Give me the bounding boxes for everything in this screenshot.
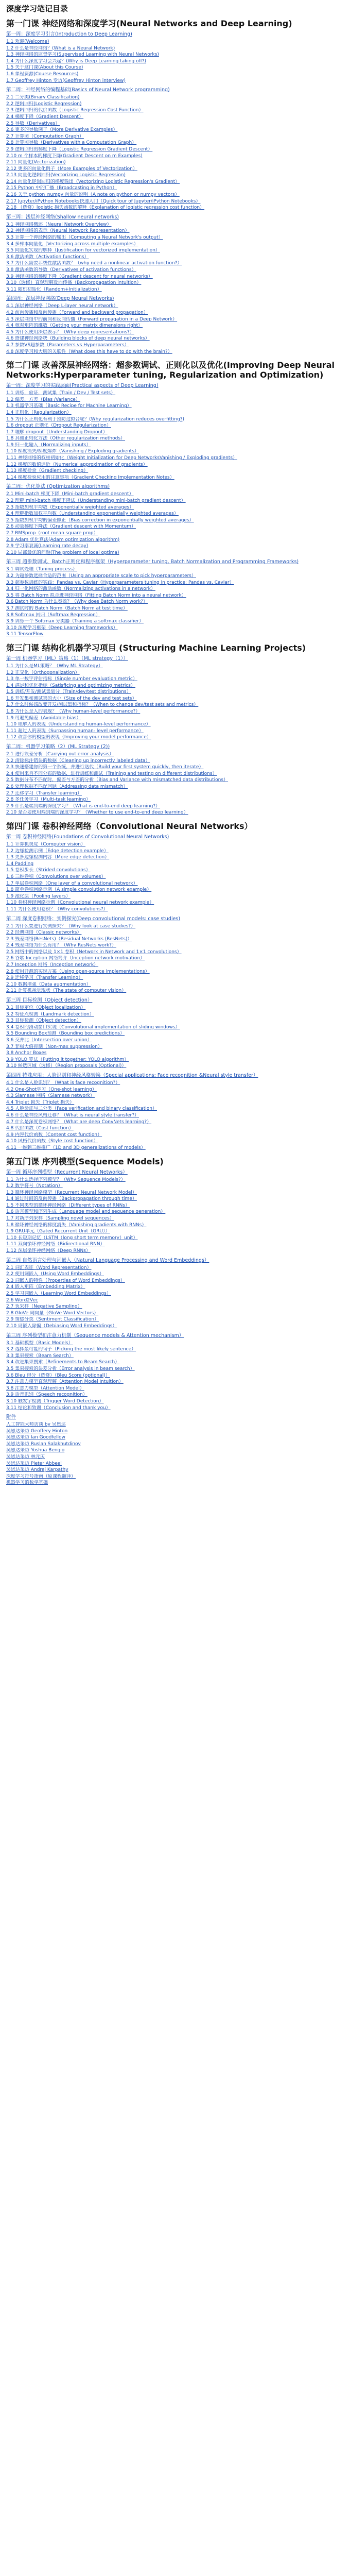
lesson-link[interactable]: 2.9 迁移学习（Transfer Learning）: [6, 975, 83, 981]
lesson-link[interactable]: 2.8 GloVe 词向量（GloVe Word Vectors）: [6, 1310, 99, 1316]
lesson-link[interactable]: 3.8 Softmax 回归（Softmax Regression）: [6, 612, 100, 618]
lesson-list: [6, 492, 344, 556]
week-title-link[interactable]: 第四周：深层神经网络(Deep Neural Networks): [6, 296, 114, 302]
week-section: [6, 296, 344, 355]
lesson-link[interactable]: 3.6 Batch Norm 为什么奏效？（Why does Batch Norm work?）: [6, 599, 148, 605]
lesson-link[interactable]: 4.2 One-Shot学习（One-shot learning）: [6, 1087, 97, 1092]
lesson-link[interactable]: 1.5 不同类型的循环神经网络（Different types of RNNs）: [6, 1202, 130, 1208]
lesson-link[interactable]: 2.1 Mini-batch 梯度下降（Mini-batch gradient descent）: [6, 492, 134, 497]
lesson-link[interactable]: 2.13 向量化逻辑回归(Vectorizing Logistic Regression): [6, 173, 126, 178]
lesson-link[interactable]: 3.4 改进集束搜索（Refinements to Beam Search）: [6, 1360, 120, 1365]
lesson-link[interactable]: 3.4 卷积的滑动窗口实现（Convolutional implementation of sliding windows）: [6, 1024, 180, 1030]
lesson-link[interactable]: 1.2 边缘检测示例（Edge detection example）: [6, 848, 109, 854]
lesson-link[interactable]: 4.7 参数VS超参数（Parameters vs Hyperparameters）: [6, 342, 129, 348]
lesson-link[interactable]: 2.7 计算图（Computation Graph）: [6, 133, 84, 139]
lesson-link[interactable]: 1.9 池化层（Pooling layers）: [6, 893, 71, 899]
week-title-link[interactable]: 第一周 卷积神经网络(Foundations of Convolutional Neural Networks): [6, 834, 169, 840]
lesson-link[interactable]: 2.7 RMSprop（root mean square prop）: [6, 531, 98, 536]
lesson-link[interactable]: 2.16 关于 python_numpy 向量的说明（A note on python or numpy vectors）: [6, 192, 180, 198]
lesson-link[interactable]: 2.1 二分类(Binary Classification): [6, 95, 80, 100]
lesson-link[interactable]: 1.6 开发集和测试集的大小（Size of the dev and test sets）: [6, 696, 137, 701]
lesson-list: [6, 842, 344, 913]
lesson-link[interactable]: 2.2 经典网络（Classic networks）: [6, 930, 82, 936]
lesson-link[interactable]: 1.3 更多边缘检测内容（More edge detection）: [6, 855, 110, 860]
lesson-link[interactable]: 吴恩达采访 林元庆: [6, 1454, 45, 1460]
lesson-link[interactable]: 3.2 选择最可能的句子（Picking the most likely sentence）: [6, 1347, 136, 1352]
lesson-link[interactable]: 2.6 谷歌 Inception 网络简介（Inception network motivation）: [6, 956, 145, 961]
lesson-list: [6, 391, 344, 481]
lesson-link[interactable]: 1.6 dropout 正则化（Dropout Regularization）: [6, 423, 111, 429]
lesson-link[interactable]: 1.2 什么是神经网络？(What is a Neural Network): [6, 45, 115, 51]
lesson-link[interactable]: 3.9 神经网络的梯度下降（Gradient descent for neural networks）: [6, 274, 153, 279]
lesson-link[interactable]: 1.4 正则化（Regularization）: [6, 410, 72, 415]
course-section: [6, 643, 344, 816]
lesson-link[interactable]: 1.1 欢迎(Welcome): [6, 39, 49, 44]
lesson-link[interactable]: 2.4 理解指数加权平均数（Understanding exponentially weighted averages）: [6, 511, 179, 517]
week-section: [6, 1170, 344, 1255]
lesson-link[interactable]: 2.15 Python 中的广播（Broadcasting in Python）: [6, 185, 117, 191]
week-title-link[interactable]: 第四周 特殊应用：人脸识别和神经风格转换（Special applications: Face recognition &Neural style transfer）: [6, 1072, 258, 1078]
lesson-link[interactable]: 3.1 神经网络概述（Neural Network Overview）: [6, 222, 112, 227]
lesson-link[interactable]: 2.9 情感分类（Sentiment Classification）: [6, 1317, 99, 1323]
lesson-link[interactable]: 3.8 Anchor Boxes: [6, 1050, 47, 1056]
lesson-list: [6, 39, 344, 84]
lesson-link[interactable]: 2.3 快速搭建你的第一个系统，并进行迭代（Build your first system quickly, then iterate）: [6, 765, 204, 770]
lesson-link[interactable]: 2.6 处理数据不匹配问题（Addressing data mismatch）: [6, 784, 128, 789]
lesson-link[interactable]: 2.8 使用开源的实现方案（Using open-source implementations）: [6, 969, 150, 974]
lesson-link[interactable]: 2.10 是否要使用端到端的深度学习？（Whether to use end-to-end deep learning）: [6, 810, 188, 816]
lesson-link[interactable]: 4.11 一维到三维推广（1D and 3D generalizations of models）: [6, 1145, 146, 1150]
lesson-list: [6, 1177, 344, 1255]
lesson-list: [6, 664, 344, 741]
lesson-link[interactable]: 4.2 前向传播和反向传播（Forward and backward propagation）: [6, 310, 148, 315]
lesson-link[interactable]: 2.4 梯度下降（Gradient Descent）: [6, 114, 84, 120]
lesson-link[interactable]: 1.4 通过时间的反向传播（Backpropagation through time）: [6, 1196, 137, 1202]
lesson-list: [6, 924, 344, 995]
lesson-link[interactable]: 2.2 逻辑回归(Logistic Regression): [6, 101, 82, 107]
lesson-link[interactable]: 2.5 学习词嵌入（Learning Word Embeddings）: [6, 1291, 111, 1296]
week-title-link[interactable]: 第一周 循环序列模型（Recurrent Neural Networks）: [6, 1169, 128, 1175]
lesson-link[interactable]: 4.8 深度学习和大脑的关联性（What does this have to do with the brain?）: [6, 349, 172, 354]
lesson-link[interactable]: 3.7 测试时的 Batch Norm（Batch Norm at test time）: [6, 605, 128, 611]
week-section: [6, 997, 344, 1070]
lesson-link[interactable]: 1.9 GRU单元（Gated Recurrent Unit（GRU））: [6, 1229, 110, 1234]
week-section: [6, 916, 344, 995]
week-section: [6, 656, 344, 741]
lesson-link[interactable]: 2.1 进行误差分析（Carrying out error analysis）: [6, 752, 114, 757]
lesson-link[interactable]: 3.10 候选区域（选修）（Region proposals (Optional)）: [6, 1063, 127, 1069]
lesson-link[interactable]: 2.9 学习率衰减(Learning rate decay): [6, 544, 89, 549]
lesson-link[interactable]: 2.5 指数加权平均的偏差修正（Bias correction in exponentially weighted averages）: [6, 517, 194, 523]
lesson-link[interactable]: 2.8 计算图导数（Derivatives with a Computation Graph）: [6, 140, 137, 146]
week-title-link[interactable]: 第三周 超参数调试、Batch正则化和程序框架（Hyperparameter tuning, Batch Normalization and Programming Frameworks): [6, 559, 299, 565]
lesson-link[interactable]: 3.3 目标检测（Object detection）: [6, 1018, 81, 1024]
lesson-link[interactable]: 3.8 注意力模型（Attention Model）: [6, 1385, 84, 1391]
lesson-link[interactable]: 2.8 多任务学习（Multi-task learning）: [6, 797, 91, 803]
lesson-link[interactable]: 1.1 为什么是ML策略？（Why ML Strategy）: [6, 663, 103, 669]
lesson-link[interactable]: 1.5 关于这门课(About this Course): [6, 65, 83, 71]
week-title-link[interactable]: 第二周：机器学习策略（2）(ML Strategy (2)): [6, 744, 110, 750]
lesson-link[interactable]: 1.3 单一数字评估指标（Single number evaluation metric）: [6, 676, 137, 682]
lesson-list: [6, 1341, 344, 1412]
lesson-link[interactable]: 3.3 集束搜索（Beam Search）: [6, 1353, 74, 1359]
lesson-link[interactable]: 3.2 特征点检测（Landmark detection）: [6, 1011, 94, 1017]
lesson-link[interactable]: 3.4 多样本向量化（Vectorizing across multiple examples）: [6, 241, 138, 247]
lesson-link[interactable]: 2.4 残差网络为什么有用？（Why ResNets work?）: [6, 943, 116, 948]
lesson-link[interactable]: 4.9 内容代价函数（Content cost function）: [6, 1132, 102, 1138]
lesson-link[interactable]: 4.7 什么是深度卷积网络？（What are deep ConvNets learning?）: [6, 1119, 152, 1125]
lesson-link[interactable]: 1.10 卷积神经网络示例（Convolutional neural network example）: [6, 900, 154, 906]
lesson-link[interactable]: 1.1 计算机视觉（Computer vision）: [6, 841, 86, 847]
week-section: [6, 87, 344, 211]
lesson-link[interactable]: 2.3 残差网络(ResNets)（Residual Networks (ResNets)）: [6, 936, 132, 942]
lesson-link[interactable]: 2.4 嵌入矩阵（Embedding Matrix）: [6, 1284, 85, 1290]
lesson-link[interactable]: 3.3 超参数训练的实践：Pandas vs. Caviar（Hyperparameters tuning in practice: Pandas vs. Caviar）: [6, 580, 234, 585]
lesson-link[interactable]: 3.6 交并比（Intersection over union）: [6, 1038, 92, 1043]
lesson-link[interactable]: 3.8 激活函数的导数（Derivatives of activation functions）: [6, 267, 136, 273]
lesson-link[interactable]: 3.10 触发字检测（Trigger Word Detection）: [6, 1398, 104, 1404]
page-title: 深度学习笔记目录: [6, 4, 68, 13]
lesson-link[interactable]: 1.2 正交化（Orthogonalization）: [6, 670, 80, 675]
course-list: [6, 19, 344, 1486]
lesson-link[interactable]: 1.1 为什么选择序列模型？（Why Sequence Models?）: [6, 1177, 126, 1182]
lesson-link[interactable]: 3.1 调试处理（Tuning process）: [6, 567, 78, 572]
week-title-link[interactable]: 附件: [6, 1414, 16, 1420]
lesson-link[interactable]: 2.5 数据分布不匹配时，偏差与方差的分析（Bias and Variance with mismatched data distributions）: [6, 777, 229, 783]
lesson-link[interactable]: 1.2 数学符号（Notation）: [6, 1183, 63, 1189]
week-section: [6, 1333, 344, 1412]
lesson-link[interactable]: 3.4 归一化网络的激活函数（Normalizing activations in a network）: [6, 586, 155, 592]
lesson-link[interactable]: 吴恩达采访 Yoshua Bengio: [6, 1448, 65, 1453]
lesson-link[interactable]: 1.4 Padding: [6, 861, 34, 867]
lesson-link[interactable]: 1.8 为什么是人的表现？（Why human-level performance?）: [6, 709, 141, 715]
course-title: [6, 1157, 344, 1166]
lesson-link[interactable]: 1.11 超过人的表现（Surpassing human- level performance）: [6, 728, 144, 734]
week-title-link[interactable]: 第二周：神经网络的编程基础(Basics of Neural Network programming): [6, 87, 170, 93]
course-title-en: 神经网络和深度学习(Neural Networks and Deep Learning): [42, 19, 292, 28]
lesson-link[interactable]: 2.6 Word2Vec: [6, 1297, 38, 1303]
lesson-link[interactable]: 3.2 为超参数选择合适的范围（Using an appropriate scale to pick hyperparameters）: [6, 573, 196, 579]
lesson-link[interactable]: 2.5 导数（Derivatives）: [6, 121, 60, 126]
week-title-link[interactable]: 第三周 序列模型和注意力机制（Sequence models & Attention mechanism）: [6, 1332, 184, 1338]
week-title-link[interactable]: 第一周：深度学习引言(Introduction to Deep Learning): [6, 31, 132, 37]
lesson-link[interactable]: 4.4 Triplet 损失（Triplet 损失）: [6, 1099, 75, 1105]
lesson-link[interactable]: 3.9 训练一个 Softmax 分类器（Training a softmax classifier）: [6, 619, 144, 624]
lesson-link[interactable]: 2.12 更多的向量化例子（More Examples of Vectorization）: [6, 166, 137, 172]
lesson-link[interactable]: 3.9 YOLO 算法（Putting it together: YOLO algorithm）: [6, 1057, 129, 1062]
lesson-link[interactable]: 2.2 使用词嵌入（Using Word Embeddings）: [6, 1272, 104, 1277]
lesson-link[interactable]: 吴恩达采访 Ian Goodfellow: [6, 1435, 65, 1440]
lesson-link[interactable]: 吴恩达采访 Pieter Abbeel: [6, 1461, 62, 1466]
week-title-link[interactable]: 第一周：深度学习的实践层面(Practical aspects of Deep Learning): [6, 383, 159, 389]
lesson-link[interactable]: 3.1 基础模型（Basic Models）: [6, 1340, 73, 1346]
lesson-link[interactable]: 1.5 卷积步长（Strided convolutions）: [6, 868, 91, 873]
lesson-link[interactable]: 3.9 语音识别（Speech recognition）: [6, 1392, 87, 1398]
lesson-link[interactable]: 1.7 理解 dropout（Understanding Dropout）: [6, 429, 108, 435]
course-title-en: 卷积神经网络（Convolutional Neural Networks）: [42, 821, 253, 831]
lesson-link[interactable]: 1.4 为什么深度学习会兴起？(Why is Deep Learning taking off?): [6, 58, 147, 64]
course-section: [6, 821, 344, 1151]
lesson-link[interactable]: 4.3 深层网络中的前向和反向传播（Forward propagation in a Deep Network）: [6, 316, 178, 322]
lesson-link[interactable]: 2.3 词嵌入的特性（Properties of Word Embeddings）: [6, 1278, 125, 1283]
lesson-link[interactable]: 2.1 为什么要进行实例探究？（Why look at case studies?）: [6, 923, 136, 929]
lesson-link[interactable]: 1.10 理解人的表现（Understanding human-level performance）: [6, 722, 151, 727]
lesson-link[interactable]: 2.10 局部最优的问题(The problem of local optima): [6, 550, 119, 555]
lesson-link[interactable]: 2.3 逻辑回归的代价函数（Logistic Regression Cost Function）: [6, 108, 144, 113]
lesson-link[interactable]: 2.10 m 个样本的梯度下降(Gradient Descent on m Examples): [6, 153, 143, 159]
lesson-link[interactable]: 1.12 改善你的模型的表现（Improving your model performance）: [6, 735, 151, 740]
course-title-en: 改善深层神经网络：超参数调试、正则化以及优化(Improving Deep Neural Networks:Hyperparameter tuning, Regularization and Optimization): [6, 360, 335, 380]
lesson-list: [6, 1422, 344, 1486]
week-section: [6, 383, 344, 481]
lesson-link[interactable]: 1.10 长短期记忆（LSTM（long short term memory）unit）: [6, 1235, 138, 1241]
lesson-link[interactable]: 2.10 词嵌入除偏（Debiasing Word Embeddings）: [6, 1323, 117, 1329]
lesson-link[interactable]: 1.7 对新序列采样（Sampling novel sequences）: [6, 1216, 114, 1222]
lesson-link[interactable]: 1.11 神经网络的权重初始化（Weight Initialization for Deep NetworksVanishing / Exploding gradients）: [6, 455, 238, 461]
lesson-list: [6, 1265, 344, 1330]
lesson-link[interactable]: 1.5 为什么正则化有利于预防过拟合呢？(Why regularization reduces overfitting?): [6, 416, 184, 422]
week-section: [6, 559, 344, 638]
lesson-link[interactable]: 2.1 词汇表征（Word Representation）: [6, 1265, 92, 1270]
lesson-link[interactable]: 1.7 什么时候该改变开发/测试集和指标？（When to change dev/test sets and metrics）: [6, 702, 199, 708]
lesson-link[interactable]: 1.3 循环神经网络模型（Recurrent Neural Network Model）: [6, 1190, 137, 1195]
lesson-link[interactable]: 机器学习的数学基础: [6, 1480, 48, 1486]
lesson-link[interactable]: 3.11 随机初始化（Random+Initialization）: [6, 286, 102, 292]
lesson-link[interactable]: 3.11 TensorFlow: [6, 632, 44, 637]
course-title-cn: 第五门课: [6, 1156, 40, 1166]
lesson-link[interactable]: 1.12 深层循环神经网络（Deep RNNs）: [6, 1248, 91, 1254]
lesson-link[interactable]: 4.10 风格代价函数（Style cost function）: [6, 1139, 98, 1144]
lesson-link[interactable]: 1.11 为什么使用卷积？（Why convolutions?）: [6, 906, 108, 912]
lesson-link[interactable]: 2.4 使用来自不同分布的数据，进行训练和测试（Training and testing on different distributions）: [6, 771, 217, 776]
course-title-cn: 第二门课: [6, 360, 40, 370]
lesson-link[interactable]: 1.14 梯度检验应用的注意事项（Gradient Checking Implementation Notes）: [6, 474, 174, 480]
week-title-link[interactable]: 第二周 深度卷积网络：实例探究(Deep convolutional models: case studies): [6, 916, 181, 922]
week-title-link[interactable]: 第二周 自然语言处理与词嵌入（Natural Language Processing and Word Embeddings）: [6, 1257, 209, 1263]
lesson-link[interactable]: 人工智能大师访谈 by 吴恩达: [6, 1422, 66, 1428]
course-title: [6, 19, 344, 28]
lesson-link[interactable]: 2.9 什么是端到端的深度学习？（What is end-to-end deep learning?）: [6, 803, 161, 809]
lesson-link[interactable]: 3.3 计算一个神经网络的输出（Computing a Neural Network's output）: [6, 235, 163, 241]
lesson-link[interactable]: 1.1 训练，验证，测试集（Train / Dev / Test sets）: [6, 391, 116, 396]
lesson-list: [6, 222, 344, 293]
lesson-link[interactable]: 4.1 什么是人脸识别？（What is face recognition?）: [6, 1080, 120, 1086]
course-title: [6, 643, 344, 653]
lesson-link[interactable]: 1.9 归一化输入（Normalizing inputs）: [6, 442, 91, 448]
lesson-link[interactable]: 1.13 梯度检验（Gradient checking）: [6, 468, 89, 474]
lesson-link[interactable]: 2.7 Inception 网络（Inception network）: [6, 962, 99, 968]
lesson-link[interactable]: 2.7 迁移学习（Transfer learning）: [6, 790, 82, 796]
lesson-list: [6, 1005, 344, 1070]
lesson-link[interactable]: 2.8 Adam 优化算法(Adam optimization algorithm): [6, 537, 120, 543]
lesson-link[interactable]: 1.12 梯度的数值逼近（Numerical approximation of gradients）: [6, 462, 148, 467]
lesson-link[interactable]: 2.7 负采样（Negative Sampling）: [6, 1304, 82, 1310]
course-title: [6, 821, 344, 831]
lesson-link[interactable]: 3.2 神经网络的表示（Neural Network Representation）: [6, 228, 130, 234]
course-section: [6, 360, 344, 638]
lesson-link[interactable]: 3.7 为什么需要非线性激活函数？（why need a nonlinear activation function?）: [6, 261, 182, 266]
lesson-list: [6, 567, 344, 638]
lesson-link[interactable]: 1.8 循环神经网络的梯度消失（Vanishing gradients with RNNs）: [6, 1222, 147, 1228]
lesson-link[interactable]: 2.2 理解 mini-batch 梯度下降法（Understanding mini-batch gradient descent）: [6, 498, 186, 504]
lesson-link[interactable]: 4.1 深层神经网络（Deep L-layer neural network）: [6, 303, 118, 309]
lesson-list: [6, 303, 344, 355]
lesson-list: [6, 752, 344, 816]
lesson-link[interactable]: 深度学习符号指南（原课程翻译）: [6, 1473, 76, 1479]
lesson-link[interactable]: 3.5 将 Batch Norm 拟合进神经网络（Fitting Batch Norm into a neural network）: [6, 592, 186, 598]
lesson-link[interactable]: 2.3 指数加权平均数（Exponentially weighted averages）: [6, 504, 134, 510]
lesson-link[interactable]: 2.11 向量化(Vectorization): [6, 160, 66, 165]
lesson-link[interactable]: 2.14 向量化逻辑回归的梯度输出（Vectorizing Logistic Regression's Gradient）: [6, 179, 180, 184]
lesson-link[interactable]: 4.6 搭建神经网络块（Building blocks of deep neural networks）: [6, 336, 150, 342]
lesson-link[interactable]: 1.7 Geoffrey Hinton 专访(Geoffrey Hinton interview): [6, 78, 126, 83]
lesson-link[interactable]: 3.10（选修）直观理解反向传播（Backpropagation intuition）: [6, 280, 142, 286]
lesson-link[interactable]: 1.3 机器学习基础（Basic Recipe for Machine Learning）: [6, 403, 132, 409]
lesson-link[interactable]: 1.3 神经网络的监督学习(Supervised Learning with Neural Networks): [6, 52, 159, 58]
lesson-link[interactable]: 4.6 什么是神经风格迁移？（What is neural style transfer?）: [6, 1112, 139, 1118]
lesson-link[interactable]: 1.2 偏差，方差（Bias /Variance）: [6, 397, 80, 402]
week-section: [6, 484, 344, 556]
lesson-link[interactable]: 2.5 网络中的网络以及 1×1 卷积（Network in Network and 1×1 convolutions）: [6, 949, 182, 955]
course-section: [6, 19, 344, 355]
week-title-link[interactable]: 第一周 机器学习（ML）策略（1）（ML strategy（1））: [6, 655, 128, 662]
lesson-link[interactable]: 1.6 语言模型和序列生成（Language model and sequence generation）: [6, 1209, 166, 1215]
week-section: [6, 31, 344, 84]
week-section: [6, 834, 344, 913]
course-title-en: 序列模型(Sequence Models): [42, 1156, 164, 1166]
lesson-link[interactable]: 3.6 Bleu 得分（选修）（Bleu Score (optional)）: [6, 1372, 110, 1378]
lesson-link[interactable]: 1.6 课程资源(Course Resources): [6, 71, 79, 77]
lesson-link[interactable]: 1.6 三维卷积（Convolutions over volumes）: [6, 874, 106, 879]
lesson-link[interactable]: 2.6 动量梯度下降法（Gradient descent with Momentum）: [6, 524, 136, 530]
lesson-link[interactable]: 1.10 梯度消失/梯度爆炸（Vanishing / Exploding gradients）: [6, 449, 139, 454]
week-section: [6, 1073, 344, 1151]
lesson-link[interactable]: 4.3 Siamese 网络（Siamese network）: [6, 1093, 95, 1099]
lesson-link[interactable]: 3.5 集束搜索的误差分析（Error analysis in beam search）: [6, 1366, 135, 1371]
lesson-link[interactable]: 1.8 简单卷积网络示例（A simple convolution network example）: [6, 887, 152, 893]
lesson-link[interactable]: 1.9 可避免偏差（Avoidable bias）: [6, 715, 81, 721]
lesson-link[interactable]: 2.9 逻辑回归的梯度下降（Logistic Regression Gradient Descent）: [6, 146, 153, 152]
week-title-link[interactable]: 第二周：优化算法 (Optimization algorithms): [6, 484, 110, 490]
lesson-link[interactable]: 吴恩达采访 Geoffery Hinton: [6, 1428, 68, 1434]
lesson-link[interactable]: 2.11 计算机视觉现状（The state of computer vision）: [6, 988, 127, 994]
lesson-link[interactable]: 3.6 激活函数（Activation functions）: [6, 254, 89, 260]
lesson-link[interactable]: 1.8 其他正则化方法（Other regularization methods）: [6, 436, 126, 442]
lesson-link[interactable]: 吴恩达采访 Andrej Karpathy: [6, 1467, 68, 1473]
course-title: [6, 360, 344, 380]
lesson-link[interactable]: 2.6 更多的导数例子（More Derivative Examples）: [6, 127, 118, 133]
lesson-link[interactable]: 3.7 非极大值抑制（Non-max suppression）: [6, 1044, 102, 1049]
week-title-link[interactable]: 第三周：浅层神经网络(Shallow neural networks): [6, 214, 119, 220]
lesson-link[interactable]: 1.4 满足和优化指标（Satisficing and optimizing metrics）: [6, 683, 135, 688]
lesson-link[interactable]: 4.4 核对矩阵的维数（Getting your matrix dimensions right）: [6, 323, 143, 329]
course-title-en: 结构化机器学习项目 (Structuring Machine Learning Projects): [42, 642, 306, 653]
lesson-link[interactable]: 2.17 Jupyter/iPython Notebooks快速入门（Quick tour of Jupyter/iPython Notebooks）: [6, 198, 201, 204]
lesson-link[interactable]: 1.7 单层卷积网络（One layer of a convolutional network）: [6, 880, 138, 886]
lesson-link[interactable]: 3.10 深度学习框架（Deep Learning frameworks）: [6, 625, 118, 631]
week-section: [6, 1258, 344, 1330]
lesson-link[interactable]: 吴恩达采访 Ruslan Salakhutdinov: [6, 1441, 81, 1447]
lesson-link[interactable]: 3.11 结论和致谢（Conclusion and thank you）: [6, 1405, 111, 1411]
week-section: [6, 1414, 344, 1486]
lesson-link[interactable]: 1.5 训练/开发/测试集划分（Train/dev/test distributions）: [6, 689, 131, 695]
lesson-link[interactable]: 2.10 数据增强（Data augmentation）: [6, 981, 91, 987]
lesson-link[interactable]: 3.5 Bounding Box预测（Bounding box predictions）: [6, 1031, 125, 1037]
lesson-link[interactable]: 3.7 注意力模型直观理解（Attention Model Intuition）: [6, 1379, 124, 1385]
lesson-link[interactable]: 3.1 目标定位（Object localization）: [6, 1005, 86, 1011]
week-section: [6, 744, 344, 816]
lesson-link[interactable]: 4.5 为什么使用深层表示？（Why deep representations?）: [6, 329, 134, 335]
course-title-cn: 第一门课: [6, 19, 40, 28]
week-section: [6, 214, 344, 293]
lesson-list: [6, 95, 344, 211]
lesson-link[interactable]: 4.8 代价函数（Cost function）: [6, 1126, 74, 1131]
lesson-link[interactable]: 4.5 人脸验证与二分类（Face verification and binary classification）: [6, 1106, 157, 1112]
course-title-cn: 第四门课: [6, 821, 40, 831]
week-title-link[interactable]: 第三周 目标检测（Object detection）: [6, 997, 93, 1004]
lesson-link[interactable]: 2.2 清除标注错误的数据（Cleaning up incorrectly labeled data）: [6, 758, 150, 764]
course-section: [6, 1157, 344, 1487]
lesson-link[interactable]: 1.11 双向循环神经网络（Bidirectional RNN）: [6, 1242, 105, 1247]
lesson-list: [6, 1080, 344, 1151]
course-title-cn: 第三门课: [6, 642, 40, 653]
lesson-link[interactable]: 2.18 （选修）logistic 损失函数的解释（Explanation of logistic regression cost function）: [6, 205, 205, 211]
lesson-link[interactable]: 3.5 向量化实现的解释（Justification for vectorized implementation）: [6, 248, 160, 253]
